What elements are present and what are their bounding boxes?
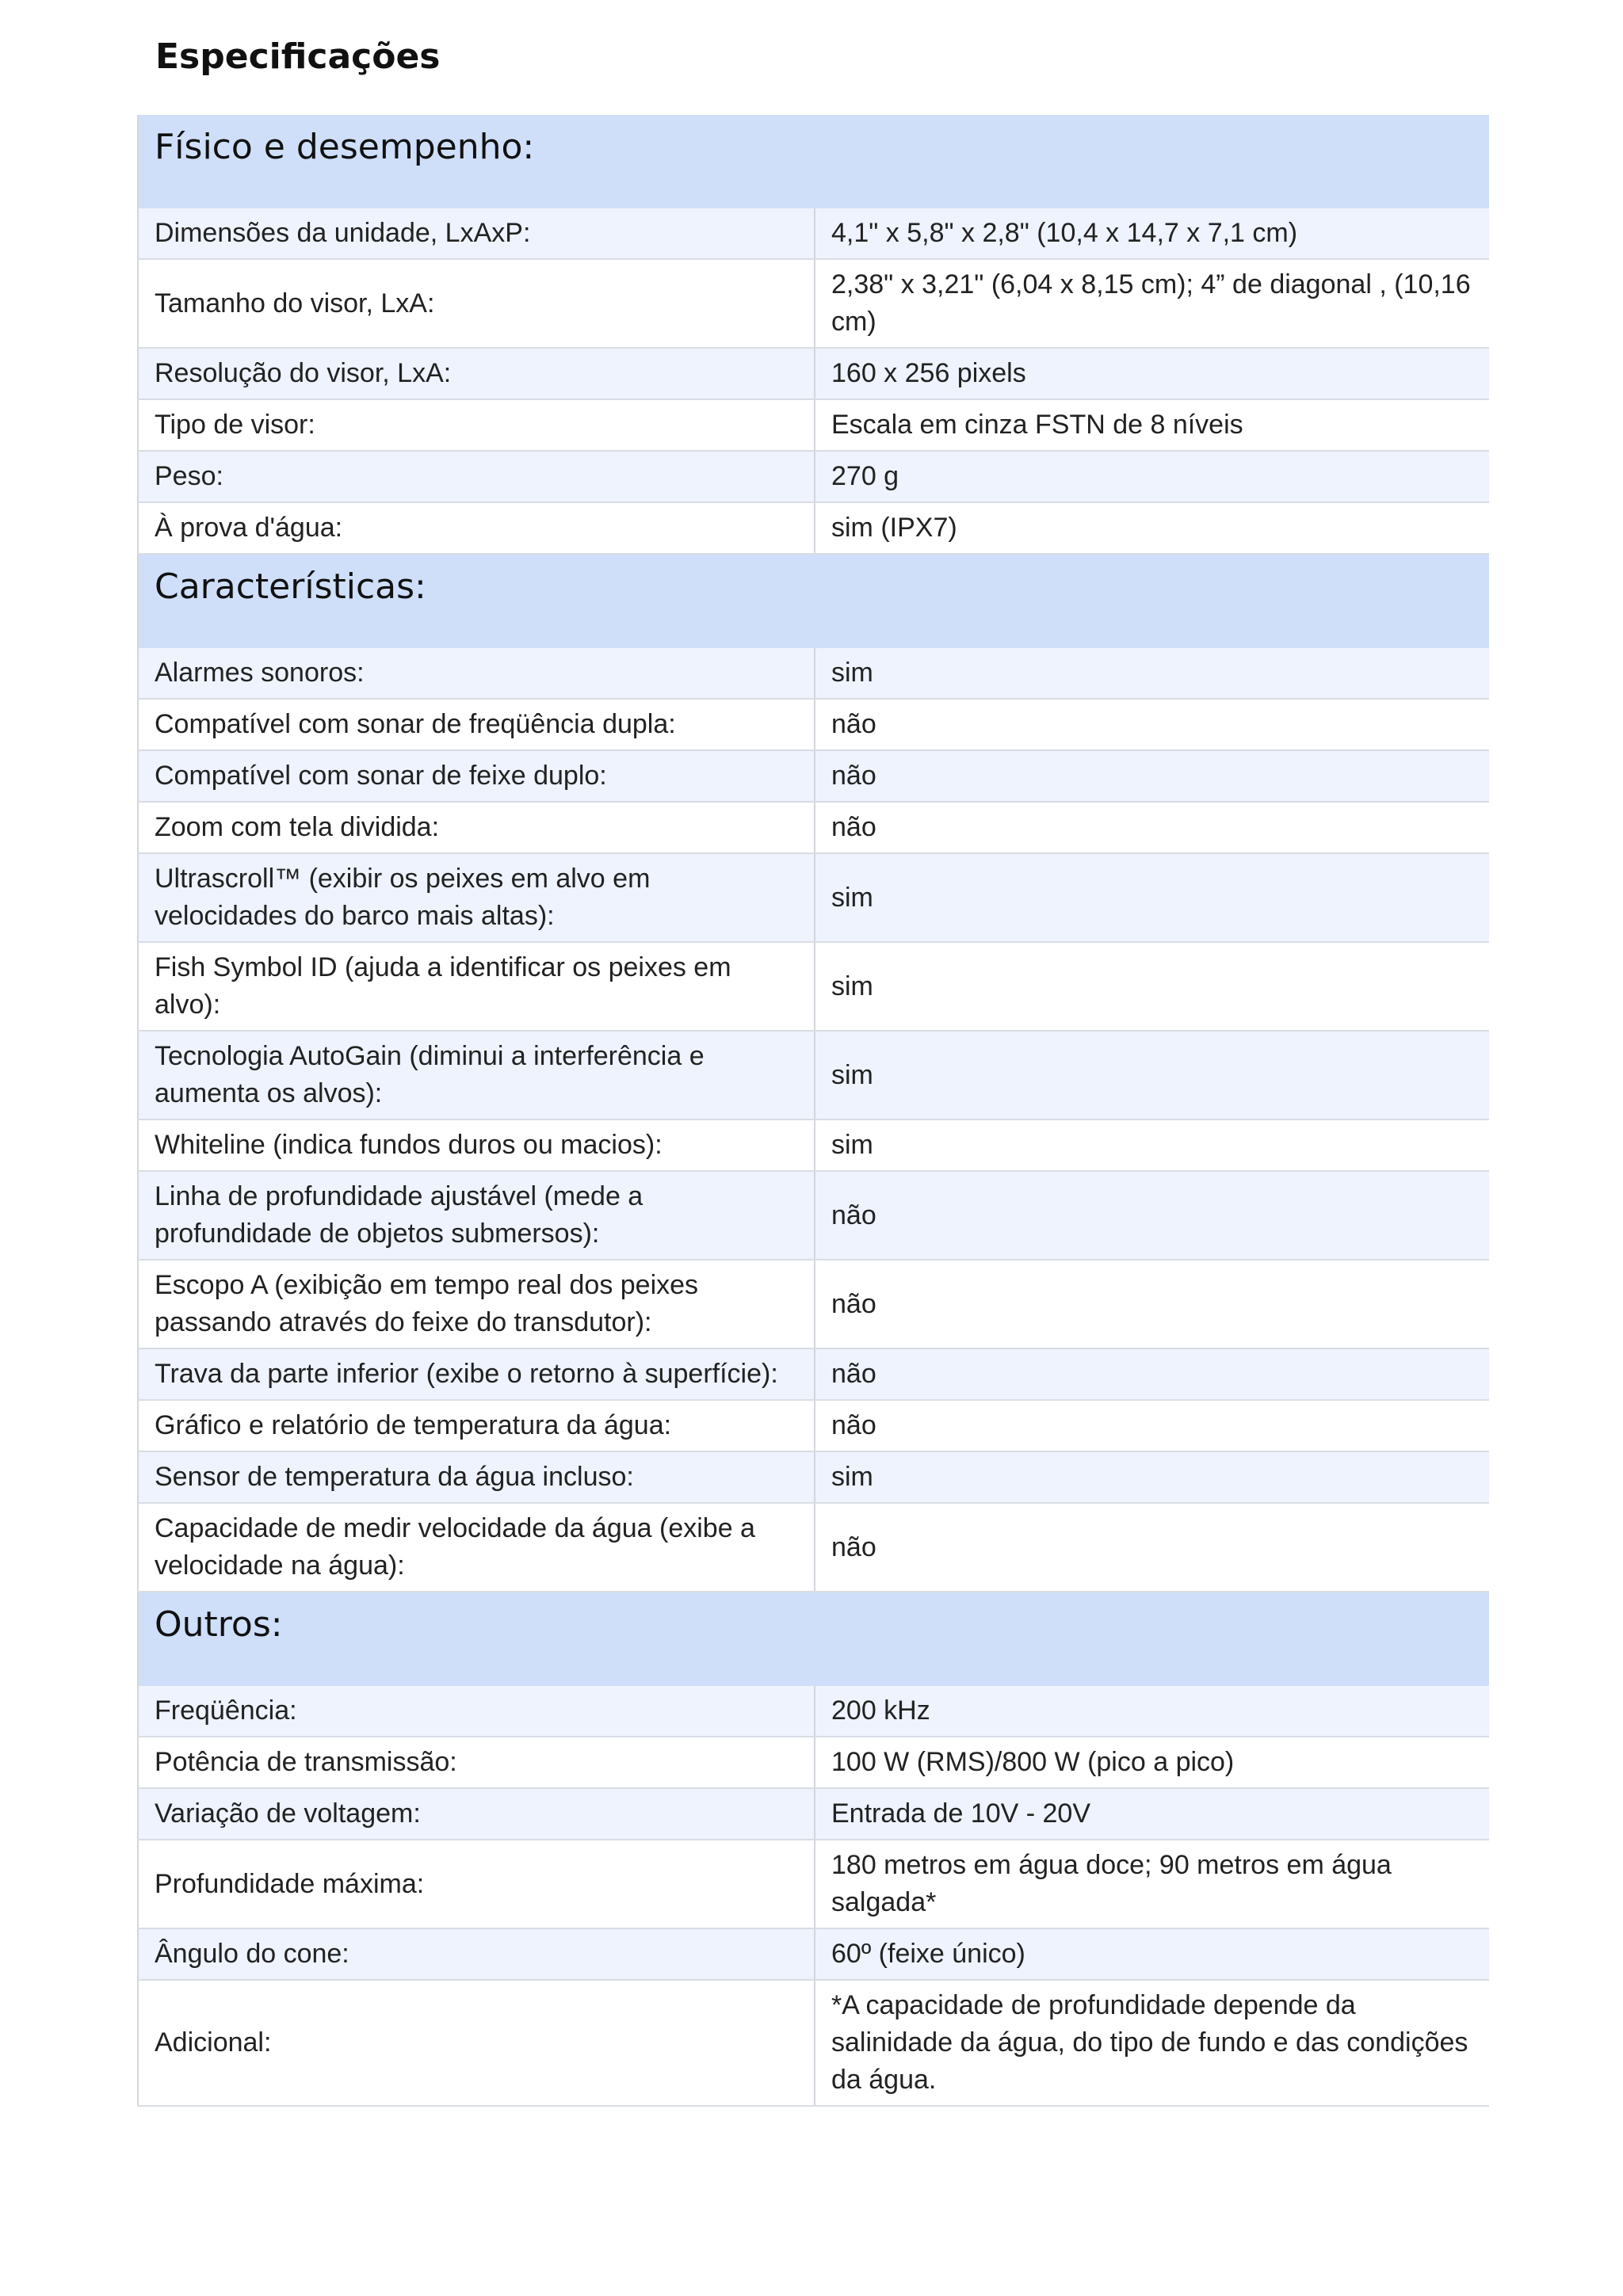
spec-row	[138, 1737, 1489, 1788]
spec-row	[138, 399, 1489, 451]
spec-row	[138, 1840, 1489, 1928]
spec-value: Escala em cinza FSTN de 8 níveis	[815, 399, 1489, 451]
spec-label: Sensor de temperatura da água incluso:	[138, 1451, 815, 1503]
spec-value: não	[815, 802, 1489, 853]
spec-value: sim	[815, 853, 1489, 942]
spec-row	[138, 1031, 1489, 1119]
spec-row	[138, 1400, 1489, 1451]
spec-label: Ultrascroll™ (exibir os peixes em alvo em velocidades do barco mais altas):	[138, 853, 815, 942]
spec-label: Alarmes sonoros:	[138, 648, 815, 699]
section-heading: Características:	[138, 554, 1489, 648]
spec-value: sim	[815, 1451, 1489, 1503]
section-header	[138, 554, 1489, 648]
spec-value: não	[815, 1503, 1489, 1592]
spec-label: Escopo A (exibição em tempo real dos peixes passando através do feixe do transdutor):	[138, 1260, 815, 1348]
spec-label: Adicional:	[138, 1980, 815, 2106]
spec-row	[138, 750, 1489, 802]
spec-value: não	[815, 699, 1489, 750]
spec-label: Resolução do visor, LxA:	[138, 348, 815, 399]
spec-value: não	[815, 750, 1489, 802]
spec-label: À prova d'água:	[138, 502, 815, 554]
spec-row	[138, 1980, 1489, 2106]
spec-label: Linha de profundidade ajustável (mede a profundidade de objetos submersos):	[138, 1171, 815, 1260]
spec-value: Entrada de 10V - 20V	[815, 1788, 1489, 1840]
spec-label: Ângulo do cone:	[138, 1928, 815, 1980]
spec-row	[138, 1171, 1489, 1260]
specifications-table	[137, 115, 1489, 2107]
section-header	[138, 1592, 1489, 1686]
spec-row	[138, 699, 1489, 750]
spec-label: Peso:	[138, 451, 815, 502]
spec-value: sim	[815, 1119, 1489, 1171]
spec-label: Gráfico e relatório de temperatura da água:	[138, 1400, 815, 1451]
spec-label: Profundidade máxima:	[138, 1840, 815, 1928]
spec-value: 160 x 256 pixels	[815, 348, 1489, 399]
spec-label: Tecnologia AutoGain (diminui a interferência e aumenta os alvos):	[138, 1031, 815, 1119]
spec-value: sim (IPX7)	[815, 502, 1489, 554]
spec-label: Fish Symbol ID (ajuda a identificar os peixes em alvo):	[138, 942, 815, 1031]
spec-label: Whiteline (indica fundos duros ou macios):	[138, 1119, 815, 1171]
spec-label: Freqüência:	[138, 1686, 815, 1737]
spec-value: não	[815, 1260, 1489, 1348]
page-title: Especificações	[155, 36, 441, 77]
spec-label: Capacidade de medir velocidade da água (exibe a velocidade na água):	[138, 1503, 815, 1592]
spec-row	[138, 502, 1489, 554]
spec-row	[138, 802, 1489, 853]
spec-row	[138, 853, 1489, 942]
spec-row	[138, 259, 1489, 348]
spec-row	[138, 1260, 1489, 1348]
spec-value: sim	[815, 1031, 1489, 1119]
spec-row	[138, 208, 1489, 259]
section-heading: Outros:	[138, 1592, 1489, 1686]
spec-row	[138, 1119, 1489, 1171]
spec-row	[138, 942, 1489, 1031]
spec-label: Zoom com tela dividida:	[138, 802, 815, 853]
spec-row	[138, 1686, 1489, 1737]
spec-label: Compatível com sonar de freqüência dupla:	[138, 699, 815, 750]
spec-label: Dimensões da unidade, LxAxP:	[138, 208, 815, 259]
spec-value: não	[815, 1400, 1489, 1451]
spec-row	[138, 1503, 1489, 1592]
spec-value: 60º (feixe único)	[815, 1928, 1489, 1980]
spec-row	[138, 1928, 1489, 1980]
spec-value: sim	[815, 648, 1489, 699]
spec-label: Compatível com sonar de feixe duplo:	[138, 750, 815, 802]
section-heading: Físico e desempenho:	[138, 115, 1489, 208]
spec-value: não	[815, 1171, 1489, 1260]
spec-value: sim	[815, 942, 1489, 1031]
spec-row	[138, 648, 1489, 699]
spec-value: 270 g	[815, 451, 1489, 502]
spec-row	[138, 1788, 1489, 1840]
spec-row	[138, 348, 1489, 399]
spec-label: Trava da parte inferior (exibe o retorno à superfície):	[138, 1348, 815, 1400]
specifications-body	[138, 115, 1489, 2106]
spec-row	[138, 1348, 1489, 1400]
spec-value: 180 metros em água doce; 90 metros em água salgada*	[815, 1840, 1489, 1928]
spec-value: 100 W (RMS)/800 W (pico a pico)	[815, 1737, 1489, 1788]
spec-value: 4,1" x 5,8" x 2,8" (10,4 x 14,7 x 7,1 cm)	[815, 208, 1489, 259]
spec-value: 200 kHz	[815, 1686, 1489, 1737]
spec-label: Tipo de visor:	[138, 399, 815, 451]
spec-row	[138, 1451, 1489, 1503]
spec-row	[138, 451, 1489, 502]
section-header	[138, 115, 1489, 208]
spec-value: 2,38" x 3,21" (6,04 x 8,15 cm); 4” de diagonal , (10,16 cm)	[815, 259, 1489, 348]
spec-value: não	[815, 1348, 1489, 1400]
spec-value: *A capacidade de profundidade depende da salinidade da água, do tipo de fundo e das condições da água.	[815, 1980, 1489, 2106]
spec-label: Potência de transmissão:	[138, 1737, 815, 1788]
spec-label: Variação de voltagem:	[138, 1788, 815, 1840]
spec-label: Tamanho do visor, LxA:	[138, 259, 815, 348]
